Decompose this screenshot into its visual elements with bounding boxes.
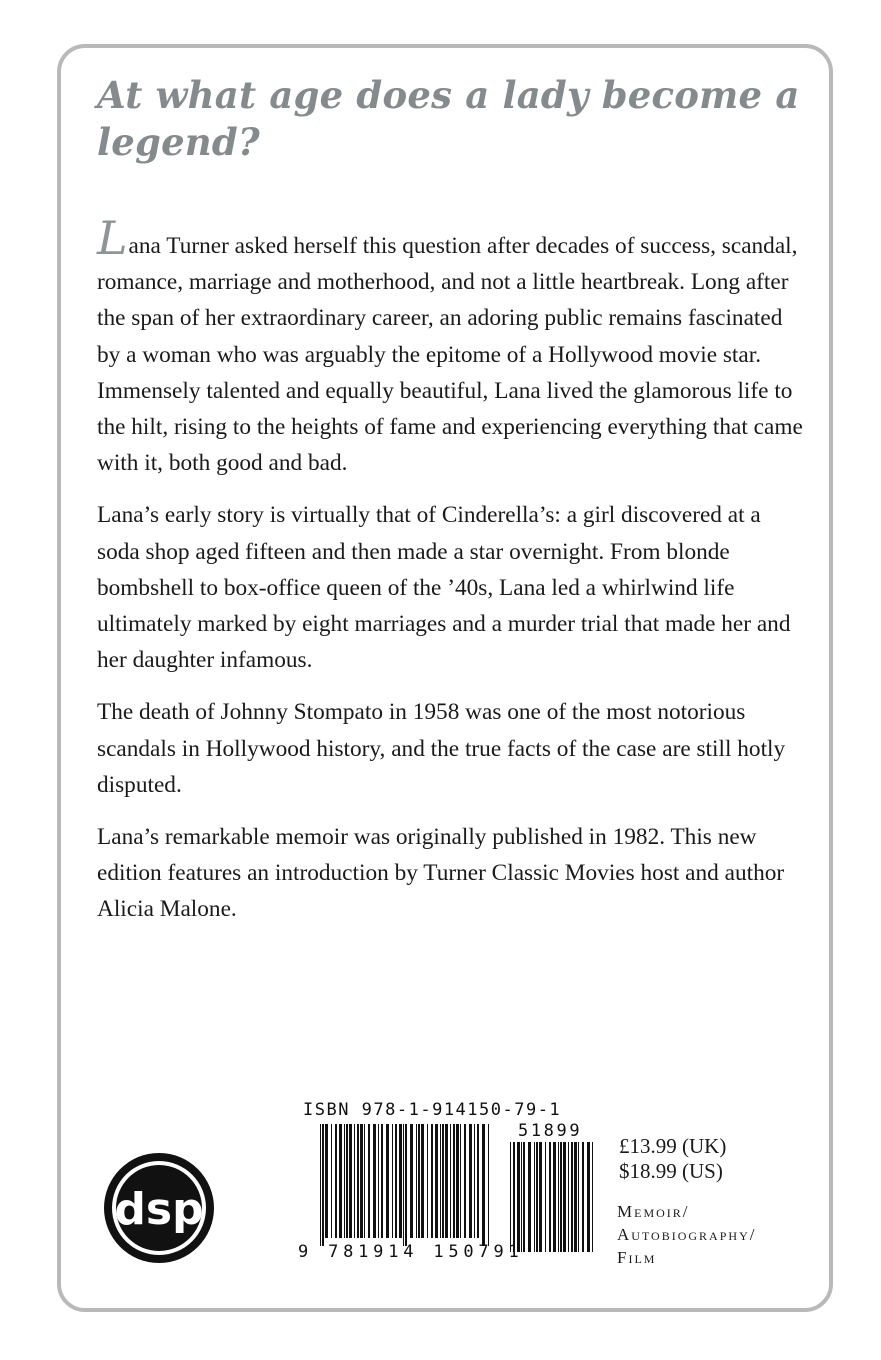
barcode-bar [482, 1124, 485, 1246]
barcode-bar [381, 1124, 383, 1238]
barcode-bar [469, 1124, 472, 1238]
barcode-bar [517, 1142, 520, 1252]
category [617, 1200, 756, 1269]
prices [619, 1134, 726, 1184]
barcode-bar [322, 1124, 324, 1246]
addon-digits: 51899 [518, 1121, 583, 1141]
barcode-bar [488, 1124, 489, 1246]
barcode-bar [549, 1142, 551, 1252]
blurb [97, 211, 807, 944]
barcode-bar [574, 1142, 577, 1252]
barcode-bar [325, 1124, 328, 1238]
barcode-bar [513, 1142, 515, 1252]
barcode-bar [357, 1124, 359, 1238]
barcode-bar [592, 1142, 593, 1252]
barcode-bar [558, 1142, 559, 1252]
barcode-bar [440, 1124, 441, 1238]
price-uk: £13.99 (UK) [619, 1134, 727, 1158]
barcode-bar [373, 1124, 376, 1238]
barcode-bar [416, 1124, 417, 1238]
barcode-bar [539, 1142, 542, 1252]
barcode-bar [545, 1142, 546, 1252]
barcode-bar [378, 1124, 379, 1238]
paragraph-4: Lana’s remarkable memoir was originally published in 1982. This new edition features an introduction by Turner Classic Movies host and author Alicia Malone. [97, 824, 785, 923]
barcode-bar [553, 1142, 556, 1252]
barcode-bar [349, 1124, 352, 1238]
barcode-bar [445, 1124, 448, 1238]
barcode-bar [344, 1124, 345, 1238]
barcode-bar [403, 1124, 404, 1246]
category-line-2: Autobiography/ [617, 1225, 757, 1244]
barcode-bar [453, 1124, 455, 1238]
barcode-bar [460, 1124, 461, 1238]
barcode-bar [571, 1142, 573, 1252]
barcode-bar [421, 1124, 424, 1238]
barcode-bar [418, 1124, 420, 1238]
barcode-bar [339, 1124, 342, 1238]
barcode-bar [578, 1142, 579, 1252]
barcode-bar [510, 1142, 511, 1252]
barcode-bar [477, 1124, 479, 1238]
barcode-bar [354, 1124, 355, 1238]
barcode-bar [442, 1124, 444, 1238]
barcode-bar [364, 1124, 365, 1238]
paragraph-2: Lana’s early story is virtually that of Cinderella’s: a girl discovered at a soda shop aged fifteen and then made a star overnight. From blonde bombshell to box-office queen of the ’40s, Lana led a whirlwind life ultimately marked by eight marriages and a murder trial that made her and her daughter infamous. [97, 502, 791, 674]
barcode-bar [582, 1142, 584, 1252]
dsp-logo-text: dsp [114, 1184, 204, 1235]
barcode-bar [456, 1124, 459, 1238]
barcode-bar [568, 1142, 569, 1252]
barcode-bar [395, 1124, 397, 1238]
barcode-bar [450, 1124, 451, 1238]
barcode-bar [360, 1124, 363, 1238]
barcode-bar [528, 1142, 531, 1252]
barcode-bar [410, 1124, 413, 1238]
barcode-bar [523, 1142, 525, 1252]
paragraph-3: The death of Johnny Stompato in 1958 was one of the most notorious scandals in Hollywood history, and the true facts of the case are still hotly disputed. [97, 699, 786, 798]
barcode-bar [534, 1142, 535, 1252]
barcode-bar [431, 1124, 433, 1238]
paragraph-1-text: ana Turner asked herself this question after decades of success, scandal, romance, marriage and motherhood, and not a little heartbreak. Long after the span of her extraordinary career, an adoring public remains fascinated by a woman who was arguably the epitome of a Hollywood movie star. Immensely talented and equally beautiful, Lana lived the glamorous life to the hilt, rising to the heights of fame and experiencing everything that came with it, both good and bad. [97, 233, 803, 477]
barcode-bar [560, 1142, 562, 1252]
barcode-bar [392, 1124, 393, 1238]
barcode-bar [587, 1142, 590, 1252]
drop-cap: L [97, 211, 128, 265]
barcode-bar [474, 1124, 475, 1238]
paragraph-1 [97, 211, 807, 481]
barcode-bar [331, 1124, 332, 1238]
price-us: $18.99 (US) [619, 1159, 723, 1183]
ean-digits: 9 781914 150791 [298, 1242, 524, 1262]
barcode-bar [335, 1124, 337, 1238]
barcode [296, 1100, 596, 1270]
barcode-bar [536, 1142, 538, 1252]
category-line-1: Memoir/ [617, 1202, 690, 1221]
headline: At what age does a lady become a legend? [97, 73, 800, 164]
barcode-bar [427, 1124, 428, 1238]
barcode-bar [464, 1124, 466, 1238]
barcode-bar [320, 1124, 321, 1246]
barcode-bar [386, 1124, 389, 1238]
barcode-bar [405, 1124, 407, 1246]
barcode-bar [399, 1124, 402, 1238]
category-line-3: Film [617, 1248, 657, 1267]
barcode-bar [435, 1124, 438, 1238]
barcode-bar [346, 1124, 348, 1238]
barcode-bar [563, 1142, 566, 1252]
isbn-label: ISBN 978-1-914150-79-1 [303, 1100, 562, 1120]
barcode-bar [368, 1124, 370, 1238]
barcode-bar [521, 1142, 522, 1252]
dsp-logo-icon [103, 1152, 215, 1264]
